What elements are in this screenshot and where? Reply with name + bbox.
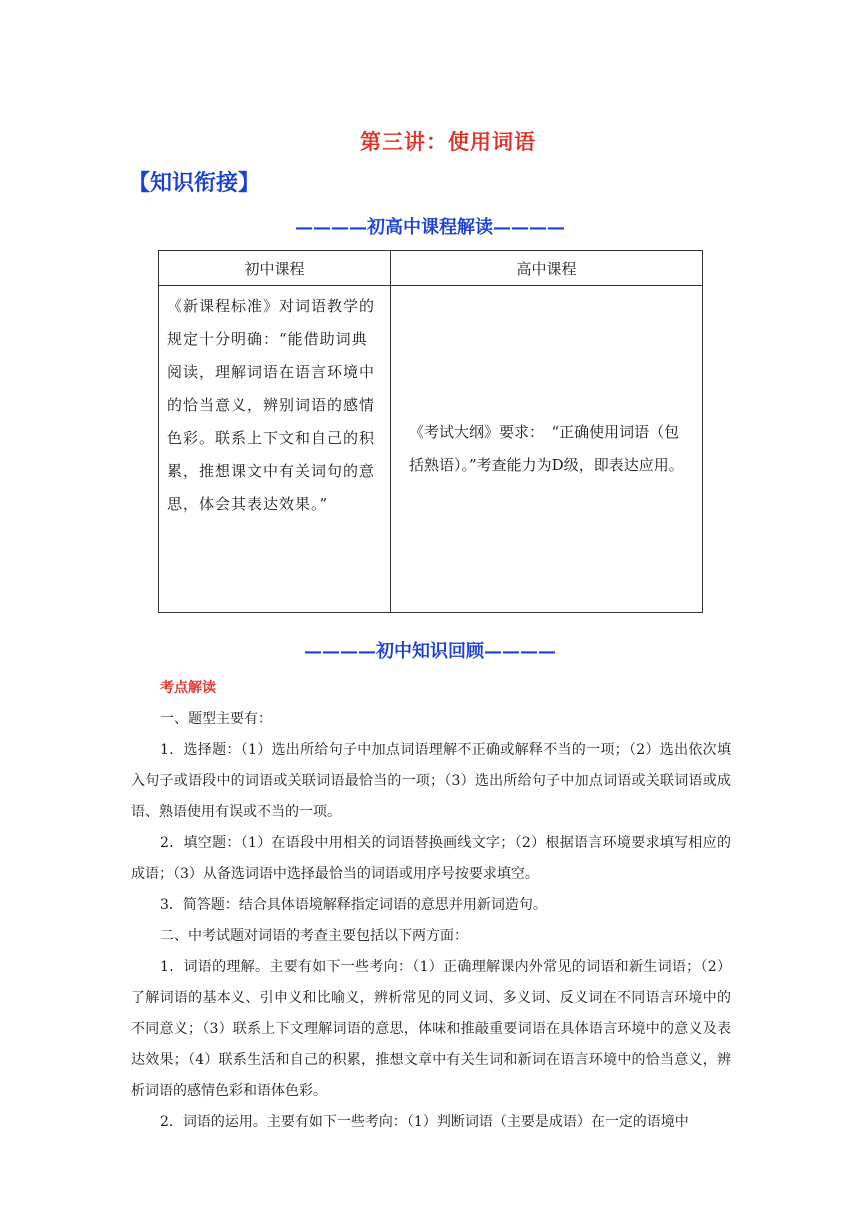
section-heading: 【知识衔接】 <box>128 170 261 196</box>
paragraph: 3．简答题：结合具体语境解释指定词语的意思并用新词造句。 <box>160 897 547 913</box>
lesson-title: 第三讲：使用词语 <box>360 129 536 154</box>
table-row <box>159 286 703 613</box>
paragraph: 2．填空题：（1）在语段中用相关的词语替换画线文字；（2）根据语言环境要求填写相应的成语；（3）从备选词语中选择最恰当的词语或用序号按要求填空。 <box>131 835 731 882</box>
table-cell-senior: 《考试大纲》要求： “正确使用词语（包括熟语）。”考查能力为D级，即表达应用。 <box>391 286 703 613</box>
paragraph: 一、题型主要有： <box>160 711 272 727</box>
paragraph: 1．词语的理解。主要有如下一些考向：（1）正确理解课内外常见的词语和新生词语；（2）了解词语的基本义、引申义和比喻义，辨析常见的同义词、多义词、反义词在不同语言环境中的不同意义；（3）联系上下文理解词语的意思，体味和推敲重要词语在具体语言环境中的意义及表达效果；（4）联系生活和自己的积累，推想文章中有关生词和新词在语言环境中的恰当意义，辨析词语的感情色彩和语体色彩。 <box>131 959 731 1099</box>
paragraph: 1．选择题：（1）选出所给句子中加点词语理解不正确或解释不当的一项；（2）选出依次填入句子或语段中的词语或关联词语最恰当的一项；（3）选出所给句子中加点词语或关联词语或成语、熟语使用有误或不当的一项。 <box>131 742 731 820</box>
divider-title-review: ————初中知识回顾———— <box>304 641 556 662</box>
divider-title-curriculum: ————初高中课程解读———— <box>295 217 565 238</box>
curriculum-table <box>158 250 703 613</box>
sub-heading: 考点解读 <box>160 680 216 696</box>
table-header-senior: 高中课程 <box>391 251 703 286</box>
table-cell-junior: 《新课程标准》对词语教学的规定十分明确：“能借助词典阅读，理解词语在语言环境中的恰当意义，辨别词语的感情色彩。联系上下文和自己的积累，推想课文中有关词句的意思，体会其表达效果。” <box>159 286 391 613</box>
table-header-junior: 初中课程 <box>159 251 391 286</box>
content-body <box>131 673 731 1138</box>
paragraph: 2．词语的运用。主要有如下一些考向：（1）判断词语（主要是成语）在一定的语境中 <box>160 1114 689 1130</box>
paragraph: 二、中考试题对词语的考查主要包括以下两方面： <box>160 928 468 944</box>
table-header-row <box>159 251 703 286</box>
